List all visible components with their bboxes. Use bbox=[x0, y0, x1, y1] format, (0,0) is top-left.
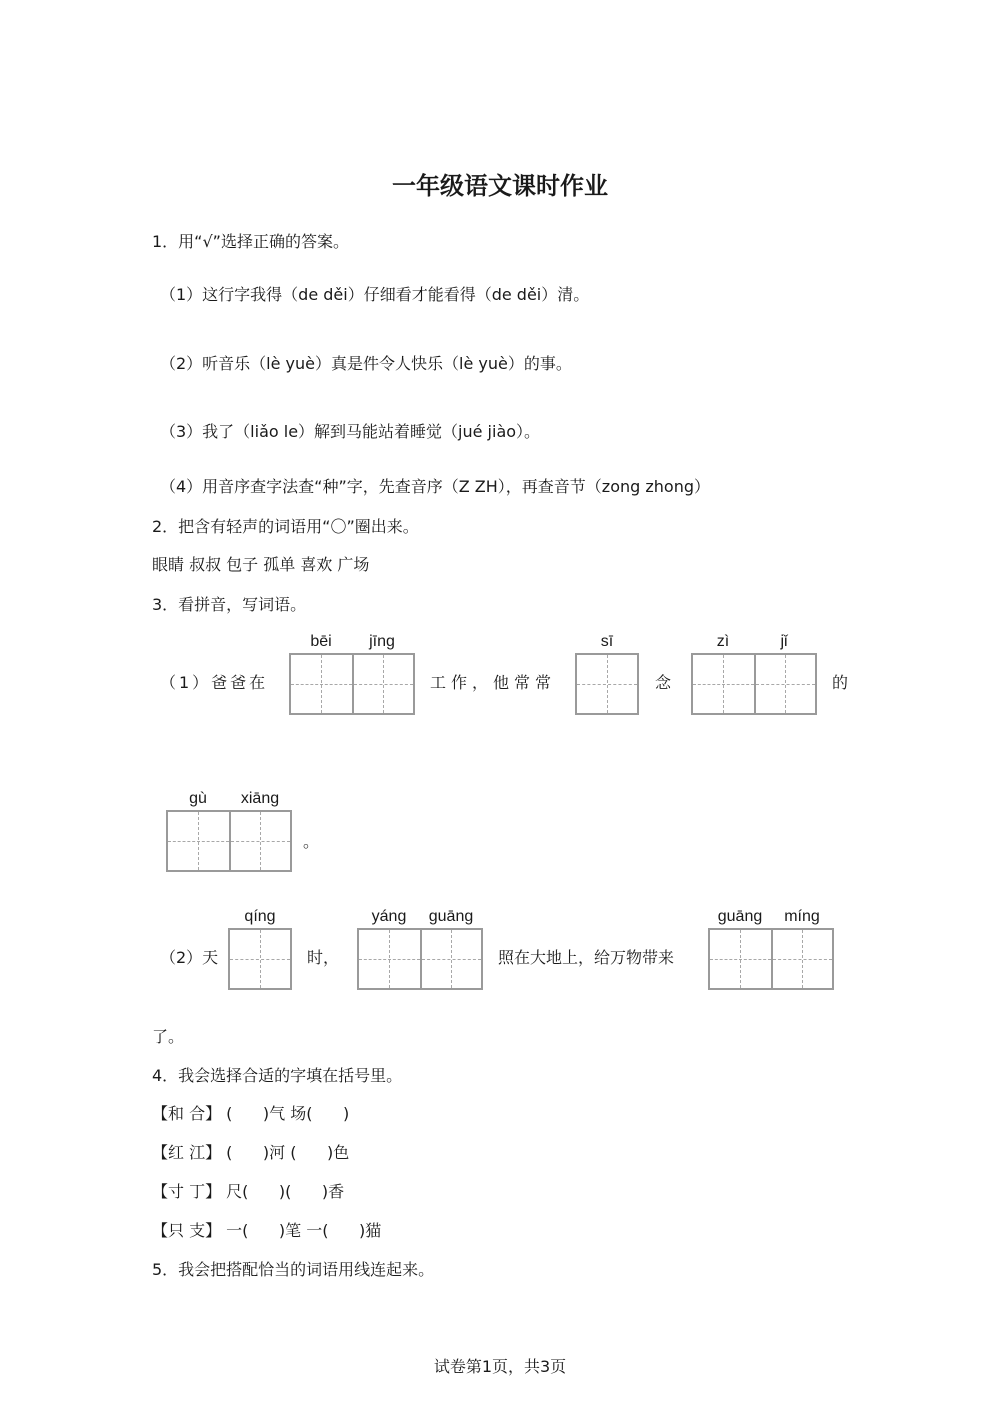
q5-stem: 5．我会把搭配恰当的词语用线连起来。 bbox=[152, 1260, 435, 1279]
writing-cell[interactable] bbox=[352, 655, 413, 713]
writing-grid-ziji[interactable] bbox=[691, 653, 817, 715]
pinyin-guang2: guāng bbox=[717, 908, 763, 925]
q3-part1-end: 。 bbox=[303, 832, 320, 851]
q3-part2-label: （2）天 bbox=[160, 948, 219, 967]
q1-item-3: （3）我了（liǎo le）解到马能站着睡觉（jué jiào）。 bbox=[160, 422, 541, 441]
q3-part1-text1: 工作，他常常 bbox=[430, 673, 557, 692]
writing-cell[interactable] bbox=[168, 812, 229, 870]
page-title: 一年级语文课时作业 bbox=[392, 172, 608, 200]
q2-stem: 2．把含有轻声的词语用“〇”圈出来。 bbox=[152, 517, 419, 536]
q4-row-1: 【和 合】 ( )气 场( ) bbox=[152, 1104, 350, 1123]
q3-part2-text2: 照在大地上，给万物带来 bbox=[498, 948, 675, 967]
writing-grid-guxiang[interactable] bbox=[166, 810, 292, 872]
writing-grid-yangguang[interactable] bbox=[357, 928, 483, 990]
writing-cell[interactable] bbox=[229, 812, 290, 870]
pinyin-jing: jīng bbox=[369, 633, 395, 650]
q1-item-4: （4）用音序查字法查“种”字，先查音序（Z ZH），再查音节（zong zhong） bbox=[160, 477, 710, 496]
q4-stem: 4．我会选择合适的字填在括号里。 bbox=[152, 1066, 403, 1085]
writing-cell[interactable] bbox=[291, 655, 352, 713]
q1-stem: 1．用“√”选择正确的答案。 bbox=[152, 232, 349, 251]
writing-cell[interactable] bbox=[754, 655, 815, 713]
writing-cell[interactable] bbox=[710, 930, 771, 988]
q4-row-2: 【红 江】 ( )河 ( )色 bbox=[152, 1143, 350, 1162]
q3-stem: 3．看拼音，写词语。 bbox=[152, 595, 307, 614]
q3-part2-end: 了。 bbox=[152, 1027, 185, 1046]
q3-part1-text2: 念 bbox=[655, 673, 672, 692]
pinyin-bei: bēi bbox=[310, 633, 332, 650]
pinyin-xiang: xiāng bbox=[240, 790, 280, 807]
page-footer: 试卷第1页，共3页 bbox=[433, 1357, 567, 1376]
pinyin-guang: guāng bbox=[428, 908, 474, 925]
q2-words: 眼睛 叔叔 包子 孤单 喜欢 广场 bbox=[152, 555, 370, 574]
q3-part2-text1: 时， bbox=[307, 948, 340, 967]
q1-item-1: （1）这行字我得（de děi）仔细看才能看得（de děi）清。 bbox=[160, 285, 590, 304]
pinyin-qing: qíng bbox=[244, 908, 276, 925]
q3-part1-label: （1）爸爸在 bbox=[160, 673, 269, 692]
pinyin-si: sī bbox=[600, 633, 614, 650]
writing-grid-si[interactable] bbox=[575, 653, 639, 715]
writing-grid-qing[interactable] bbox=[228, 928, 292, 990]
writing-grid-beijing[interactable] bbox=[289, 653, 415, 715]
writing-cell[interactable] bbox=[577, 655, 637, 713]
pinyin-ji: jǐ bbox=[780, 633, 788, 650]
q1-item-2: （2）听音乐（lè yuè）真是件令人快乐（lè yuè）的事。 bbox=[160, 354, 572, 373]
q4-row-4: 【只 支】 一( )笔 一( )猫 bbox=[152, 1221, 382, 1240]
pinyin-gu: gù bbox=[189, 790, 207, 807]
writing-cell[interactable] bbox=[359, 930, 420, 988]
q3-part1-text3: 的 bbox=[832, 673, 849, 692]
writing-cell[interactable] bbox=[420, 930, 481, 988]
writing-cell[interactable] bbox=[230, 930, 290, 988]
pinyin-zi: zì bbox=[716, 633, 730, 650]
pinyin-yang: yáng bbox=[371, 908, 407, 925]
pinyin-ming: míng bbox=[784, 908, 820, 925]
writing-grid-guangming[interactable] bbox=[708, 928, 834, 990]
writing-cell[interactable] bbox=[693, 655, 754, 713]
writing-cell[interactable] bbox=[771, 930, 832, 988]
q4-row-3: 【寸 丁】 尺( )( )香 bbox=[152, 1182, 345, 1201]
